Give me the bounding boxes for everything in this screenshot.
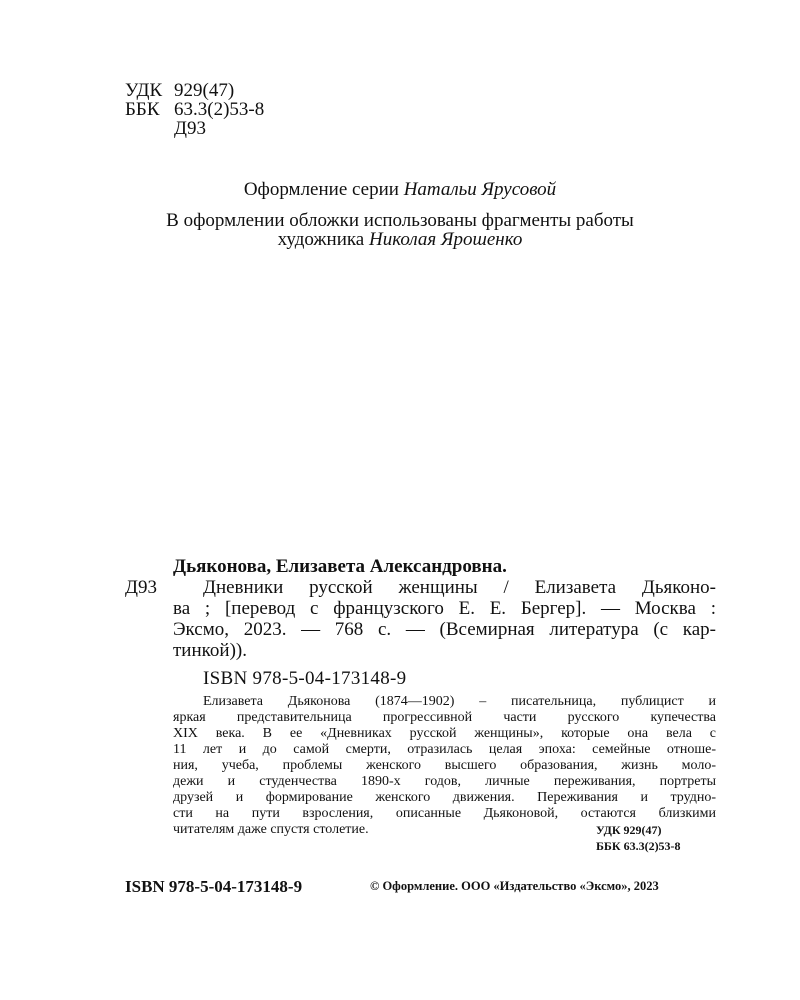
footer-udk: УДК 929(47) (596, 823, 662, 837)
record-line: Эксмо, 2023. — 768 с. — (Всемирная литература (с кар- (173, 619, 716, 640)
record-line: тинкой)). (173, 640, 247, 661)
annotation-line: яркая представительница прогрессивной части русского купечества (173, 710, 716, 725)
annotation-line: Елизавета Дьяконова (1874—1902) – писательница, публицист и (203, 694, 716, 709)
record-isbn: ISBN 978-5-04-173148-9 (203, 668, 407, 689)
annotation-line: 11 лет и до самой смерти, отразилась целая эпоха: семейные отноше- (173, 742, 716, 757)
udk-label: УДК (125, 80, 163, 101)
annotation-line: XIX века. В ее «Дневниках русской женщины», которые она вела с (173, 726, 716, 741)
bbk-value: 63.3(2)53-8 (174, 99, 265, 120)
record-mark: Д93 (125, 577, 157, 598)
annotation-line: ния, учеба, проблемы женского высшего образования, жизнь моло- (173, 758, 716, 773)
footer-bbk: ББК 63.3(2)53-8 (596, 839, 681, 853)
author-mark: Д93 (174, 118, 206, 139)
footer-isbn: ISBN 978-5-04-173148-9 (125, 877, 303, 896)
annotation-line: читателям даже спустя столетие. (173, 822, 369, 837)
cover-note-prefix: художника (277, 229, 369, 250)
cover-artist-name: Николая Ярошенко (369, 229, 523, 250)
series-design-credit (0, 178, 800, 201)
annotation-line: сти на пути взросления, описанные Дьяконовой, остаются близкими (173, 806, 716, 821)
series-design-prefix: Оформление серии (243, 179, 404, 200)
cover-note-line-1: В оформлении обложки использованы фрагменты работы (166, 210, 634, 231)
record-line: ва ; [перевод с французского Е. Е. Бергер]. — Москва : (173, 598, 716, 619)
cover-note-line-2 (0, 228, 800, 251)
annotation-line: дежи и студенчества 1890-х годов, личные переживания, портреты (173, 774, 716, 789)
copyright-notice: © Оформление. ООО «Издательство «Эксмо», 2023 (370, 879, 659, 893)
author-heading: Дьяконова, Елизавета Александровна. (173, 556, 507, 577)
bbk-label: ББК (125, 99, 160, 120)
annotation-line: друзей и формирование женского движения. Переживания и трудно- (173, 790, 716, 805)
record-line: Дневники русской женщины / Елизавета Дьяконо- (203, 577, 716, 598)
udk-value: 929(47) (174, 80, 235, 101)
series-designer-name: Натальи Ярусовой (403, 179, 557, 200)
